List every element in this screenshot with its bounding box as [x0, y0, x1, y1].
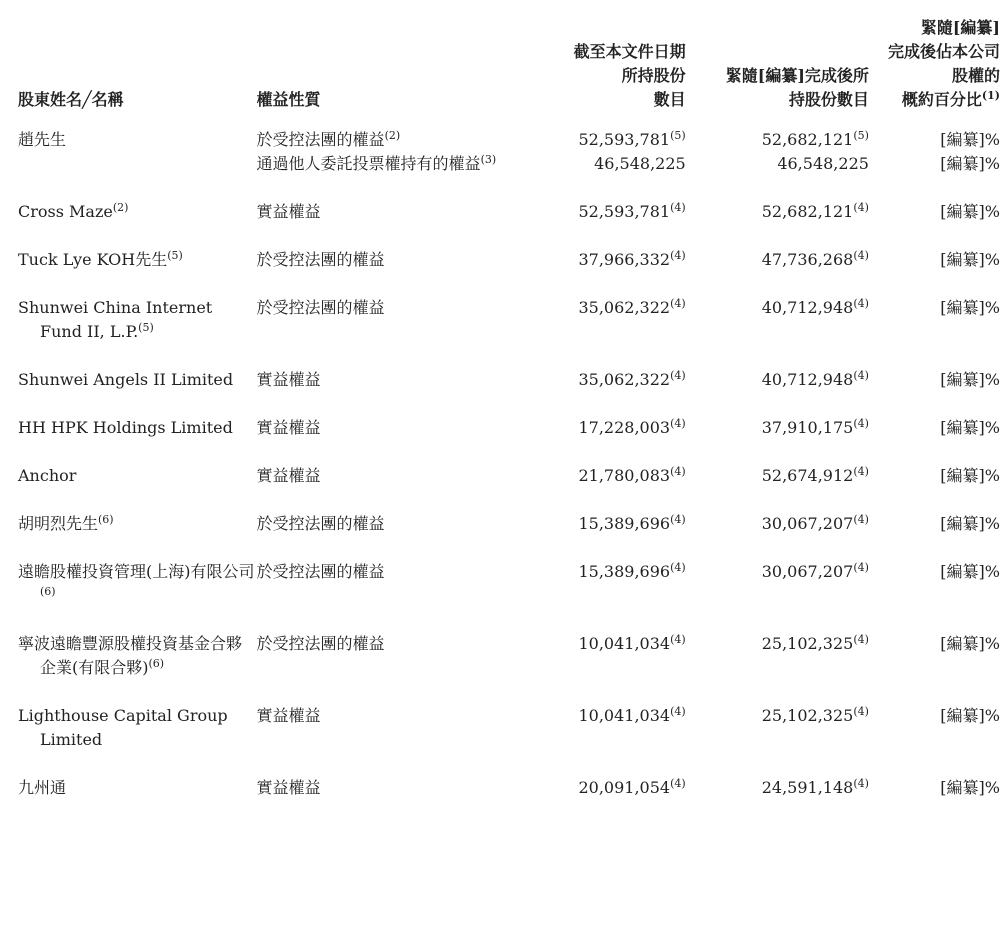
- shares-after-entry: [686, 464, 869, 488]
- nature-of-interest-cell: [257, 512, 527, 560]
- nature-text: 實益權益: [256, 370, 321, 389]
- percentage-entry: [869, 128, 1000, 152]
- header-nature-of-interest: 權益性質: [256, 90, 321, 109]
- footnote-ref: (4): [853, 417, 869, 430]
- table-body: [18, 128, 1000, 824]
- shares-after-value: 25,102,325: [761, 706, 854, 725]
- footnote-ref: (4): [670, 297, 686, 310]
- shareholder-name: HH HPK Holdings Limited: [18, 418, 233, 437]
- shares-now-cell: [526, 776, 685, 824]
- footnote-ref: (4): [670, 201, 686, 214]
- shareholder-name-cell: [18, 248, 257, 296]
- footnote-ref: (4): [853, 201, 869, 214]
- header-line: 完成後佔本公司: [887, 42, 1000, 61]
- nature-entry: [256, 368, 527, 392]
- percentage-value: [編纂]%: [940, 202, 1000, 221]
- nature-text: 於受控法團的權益: [256, 562, 385, 581]
- header-line: 股權的: [951, 66, 1000, 85]
- percentage-value: [編纂]%: [940, 370, 1000, 389]
- shares-now-value: 17,228,003: [578, 418, 671, 437]
- shares-now-entry: [526, 704, 685, 728]
- shares-after-entry: [686, 248, 869, 272]
- shares-after-value: 40,712,948: [761, 370, 854, 389]
- percentage-entry: [869, 296, 1000, 320]
- percentage-entry: [869, 632, 1000, 656]
- nature-of-interest-cell: [257, 776, 527, 824]
- percentage-cell: [869, 128, 1000, 200]
- shares-now-cell: [526, 200, 685, 248]
- shares-now-value: 52,593,781: [578, 202, 671, 221]
- footnote-ref: (6): [98, 513, 114, 526]
- shares-after-value: 24,591,148: [761, 778, 854, 797]
- footnote-ref: (4): [853, 561, 869, 574]
- percentage-value: [編纂]%: [940, 514, 1000, 533]
- percentage-value: [編纂]%: [940, 778, 1000, 797]
- percentage-cell: [869, 776, 1000, 824]
- footnote-ref: (4): [853, 297, 869, 310]
- table-row: [18, 464, 1000, 512]
- footnote-ref: (5): [670, 129, 686, 142]
- nature-entry: [256, 512, 527, 536]
- nature-entry: [256, 248, 527, 272]
- footnote-ref: (4): [670, 465, 686, 478]
- shares-after-entry: [686, 632, 869, 656]
- nature-entry: [256, 704, 527, 728]
- nature-text: 於受控法團的權益: [256, 250, 385, 269]
- header-line: 緊隨[編纂]: [920, 18, 1000, 37]
- nature-text: 實益權益: [256, 202, 321, 221]
- percentage-entry: [869, 512, 1000, 536]
- nature-text: 於受控法團的權益: [256, 634, 385, 653]
- footnote-ref: (4): [670, 777, 686, 790]
- shares-now-value: 37,966,332: [578, 250, 671, 269]
- shareholder-name: Shunwei China Internet Fund II, L.P.: [18, 298, 213, 341]
- header-line: 截至本文件日期: [573, 42, 686, 61]
- shares-after-value: 47,736,268: [761, 250, 854, 269]
- footnote-ref: (1): [981, 89, 1000, 102]
- shareholder-name-cell: [18, 416, 257, 464]
- percentage-value: [編纂]%: [940, 154, 1000, 173]
- nature-entry: [256, 128, 527, 152]
- shares-now-entry: [526, 200, 685, 224]
- percentage-cell: [869, 368, 1000, 416]
- shares-now-value: 35,062,322: [578, 370, 671, 389]
- footnote-ref: (4): [670, 249, 686, 262]
- shares-now-entry: [526, 416, 685, 440]
- shares-now-cell: [526, 512, 685, 560]
- shareholder-name-cell: [18, 296, 257, 368]
- table-row: [18, 704, 1000, 776]
- footnote-ref: (4): [670, 417, 686, 430]
- footnote-ref: (6): [40, 585, 56, 598]
- shares-after-value: 30,067,207: [761, 514, 854, 533]
- nature-of-interest-cell: [257, 128, 527, 200]
- shares-now-entry: [526, 512, 685, 536]
- shareholder-name: Shunwei Angels II Limited: [18, 370, 234, 389]
- shares-now-cell: [526, 632, 685, 704]
- shares-now-value: 52,593,781: [578, 130, 671, 149]
- percentage-cell: [869, 560, 1000, 632]
- shares-after-entry: [686, 128, 869, 152]
- percentage-cell: [869, 464, 1000, 512]
- shares-now-entry: [526, 128, 685, 152]
- shares-after-entry: [686, 152, 869, 176]
- shares-after-value: 30,067,207: [761, 562, 854, 581]
- shareholder-name: Tuck Lye KOH先生: [18, 250, 168, 269]
- shares-now-cell: [526, 704, 685, 776]
- nature-of-interest-cell: [257, 416, 527, 464]
- footnote-ref: (4): [853, 777, 869, 790]
- shares-now-value: 21,780,083: [578, 466, 671, 485]
- footnote-ref: (4): [853, 465, 869, 478]
- nature-of-interest-cell: [257, 632, 527, 704]
- footnote-ref: (5): [138, 321, 154, 334]
- shareholder-name-cell: [18, 632, 257, 704]
- shares-now-cell: [526, 248, 685, 296]
- shares-now-cell: [526, 368, 685, 416]
- shareholder-name-cell: [18, 512, 257, 560]
- percentage-entry: [869, 416, 1000, 440]
- shares-now-cell: [526, 416, 685, 464]
- table-header-row: [18, 16, 1000, 114]
- nature-entry: [256, 296, 527, 320]
- header-shareholder-name: 股東姓名╱名稱: [18, 90, 124, 109]
- percentage-value: [編纂]%: [940, 562, 1000, 581]
- shareholder-name: 胡明烈先生: [18, 514, 99, 533]
- shares-now-entry: [526, 296, 685, 320]
- shares-after-entry: [686, 416, 869, 440]
- nature-text: 實益權益: [256, 706, 321, 725]
- footnote-ref: (4): [853, 633, 869, 646]
- nature-entry: [256, 776, 527, 800]
- shares-after-cell: [686, 200, 869, 248]
- nature-text: 實益權益: [256, 466, 321, 485]
- shares-now-value: 15,389,696: [578, 562, 671, 581]
- footnote-ref: (4): [670, 561, 686, 574]
- nature-of-interest-cell: [257, 200, 527, 248]
- footnote-ref: (4): [670, 369, 686, 382]
- header-line: 數目: [653, 90, 686, 109]
- shares-now-entry: [526, 464, 685, 488]
- shareholder-name: 九州通: [18, 778, 67, 797]
- shareholder-name-cell: [18, 776, 257, 824]
- shares-after-value: 52,682,121: [761, 130, 854, 149]
- footnote-ref: (5): [853, 129, 869, 142]
- footnote-ref: (2): [384, 129, 401, 142]
- percentage-value: [編纂]%: [940, 418, 1000, 437]
- percentage-entry: [869, 200, 1000, 224]
- nature-entry: [256, 464, 527, 488]
- shareholding-table: [18, 16, 1000, 824]
- shareholder-name-cell: [18, 200, 257, 248]
- shares-now-cell: [526, 296, 685, 368]
- percentage-value: [編纂]%: [940, 130, 1000, 149]
- footnote-ref: (4): [853, 705, 869, 718]
- footnote-ref: (4): [853, 249, 869, 262]
- shares-after-entry: [686, 368, 869, 392]
- header-line: 概約百分比$^{(1)}$: [901, 89, 1000, 109]
- nature-of-interest-cell: [257, 560, 527, 632]
- percentage-cell: [869, 200, 1000, 248]
- shares-now-entry: [526, 560, 685, 584]
- shares-now-entry: [526, 368, 685, 392]
- nature-of-interest-cell: [257, 704, 527, 776]
- nature-of-interest-cell: [257, 368, 527, 416]
- shares-after-entry: [686, 200, 869, 224]
- percentage-cell: [869, 416, 1000, 464]
- percentage-cell: [869, 296, 1000, 368]
- shares-after-cell: [686, 416, 869, 464]
- shareholder-name-cell: [18, 704, 257, 776]
- nature-entry: [256, 632, 527, 656]
- percentage-entry: [869, 368, 1000, 392]
- footnote-ref: (4): [853, 369, 869, 382]
- table-row: [18, 512, 1000, 560]
- nature-text: 於受控法團的權益: [256, 130, 385, 149]
- shares-after-cell: [686, 512, 869, 560]
- shareholder-name-cell: [18, 368, 257, 416]
- table-row: [18, 368, 1000, 416]
- shares-after-cell: [686, 368, 869, 416]
- shares-after-cell: [686, 704, 869, 776]
- nature-text: 於受控法團的權益: [256, 514, 385, 533]
- shares-after-value: 40,712,948: [761, 298, 854, 317]
- shareholder-name-cell: [18, 128, 257, 200]
- shares-now-value: 35,062,322: [578, 298, 671, 317]
- footnote-ref: (2): [112, 201, 129, 214]
- shares-now-value: 10,041,034: [578, 634, 671, 653]
- header-approx-percentage: [869, 16, 1000, 114]
- shares-now-value: 20,091,054: [578, 778, 671, 797]
- shareholder-name: 趙先生: [18, 130, 67, 149]
- shares-after-value: 52,682,121: [761, 202, 854, 221]
- nature-entry: [256, 560, 527, 584]
- table-row: [18, 416, 1000, 464]
- nature-of-interest-cell: [257, 248, 527, 296]
- shares-now-cell: [526, 560, 685, 632]
- shares-after-entry: [686, 776, 869, 800]
- shares-after-value: 37,910,175: [761, 418, 854, 437]
- percentage-entry: [869, 464, 1000, 488]
- shares-after-cell: [686, 464, 869, 512]
- shares-after-cell: [686, 776, 869, 824]
- percentage-entry: [869, 152, 1000, 176]
- percentage-value: [編纂]%: [940, 634, 1000, 653]
- table-row: [18, 248, 1000, 296]
- percentage-cell: [869, 704, 1000, 776]
- nature-text: 通過他人委託投票權持有的權益: [256, 154, 481, 173]
- shares-now-entry: [526, 632, 685, 656]
- shares-now-cell: [526, 128, 685, 200]
- shares-now-value: 10,041,034: [578, 706, 671, 725]
- shares-now-entry: [526, 152, 685, 176]
- footnote-ref: (6): [148, 657, 165, 670]
- shareholder-name: 寧波遠瞻豐源股權投資基金合夥企業(有限合夥): [18, 634, 243, 677]
- table-row: [18, 632, 1000, 704]
- shareholder-name: Cross Maze: [18, 202, 113, 221]
- table-row: [18, 200, 1000, 248]
- header-line: 持股份數目: [788, 90, 869, 109]
- table-row: [18, 296, 1000, 368]
- shares-after-cell: [686, 296, 869, 368]
- header-line: 緊隨[編纂]完成後所: [725, 66, 869, 85]
- nature-of-interest-cell: [257, 296, 527, 368]
- percentage-entry: [869, 704, 1000, 728]
- shareholder-name-cell: [18, 464, 257, 512]
- percentage-value: [編纂]%: [940, 466, 1000, 485]
- percentage-entry: [869, 248, 1000, 272]
- header-shares-after-completion: [686, 16, 869, 114]
- percentage-value: [編纂]%: [940, 706, 1000, 725]
- shares-after-value: 46,548,225: [777, 154, 869, 173]
- shares-after-entry: [686, 704, 869, 728]
- percentage-entry: [869, 560, 1000, 584]
- shares-after-value: 52,674,912: [761, 466, 854, 485]
- shares-after-entry: [686, 560, 869, 584]
- header-line: 所持股份: [621, 66, 686, 85]
- shares-after-cell: [686, 560, 869, 632]
- footnote-ref: (4): [853, 513, 869, 526]
- header-shares-as-of-date: [526, 16, 685, 114]
- shares-after-entry: [686, 296, 869, 320]
- percentage-value: [編纂]%: [940, 298, 1000, 317]
- footnote-ref: (4): [670, 633, 686, 646]
- percentage-cell: [869, 248, 1000, 296]
- footnote-ref: (4): [670, 705, 686, 718]
- shares-now-value: 15,389,696: [578, 514, 671, 533]
- shares-after-cell: [686, 128, 869, 200]
- nature-entry: [256, 416, 527, 440]
- shares-now-entry: [526, 248, 685, 272]
- footnote-ref: (5): [167, 249, 183, 262]
- shares-after-cell: [686, 248, 869, 296]
- table-row: [18, 128, 1000, 200]
- nature-of-interest-cell: [257, 464, 527, 512]
- shares-now-entry: [526, 776, 685, 800]
- nature-text: 實益權益: [256, 418, 321, 437]
- shareholder-name: 遠瞻股權投資管理(上海)有限公司: [18, 562, 255, 581]
- shareholder-name: Lighthouse Capital Group Limited: [18, 706, 228, 749]
- footnote-ref: (4): [670, 513, 686, 526]
- shares-after-value: 25,102,325: [761, 634, 854, 653]
- nature-entry: [256, 200, 527, 224]
- percentage-entry: [869, 776, 1000, 800]
- nature-text: 於受控法團的權益: [256, 298, 385, 317]
- shares-now-value: 46,548,225: [594, 154, 686, 173]
- table-row: [18, 776, 1000, 824]
- footnote-ref: (3): [480, 153, 497, 166]
- percentage-cell: [869, 512, 1000, 560]
- shares-after-entry: [686, 512, 869, 536]
- shares-after-cell: [686, 632, 869, 704]
- nature-entry: [256, 152, 527, 176]
- shares-now-cell: [526, 464, 685, 512]
- percentage-cell: [869, 632, 1000, 704]
- nature-text: 實益權益: [256, 778, 321, 797]
- shareholder-name-cell: [18, 560, 257, 632]
- shareholder-name: Anchor: [18, 466, 77, 485]
- table-row: [18, 560, 1000, 632]
- percentage-value: [編纂]%: [940, 250, 1000, 269]
